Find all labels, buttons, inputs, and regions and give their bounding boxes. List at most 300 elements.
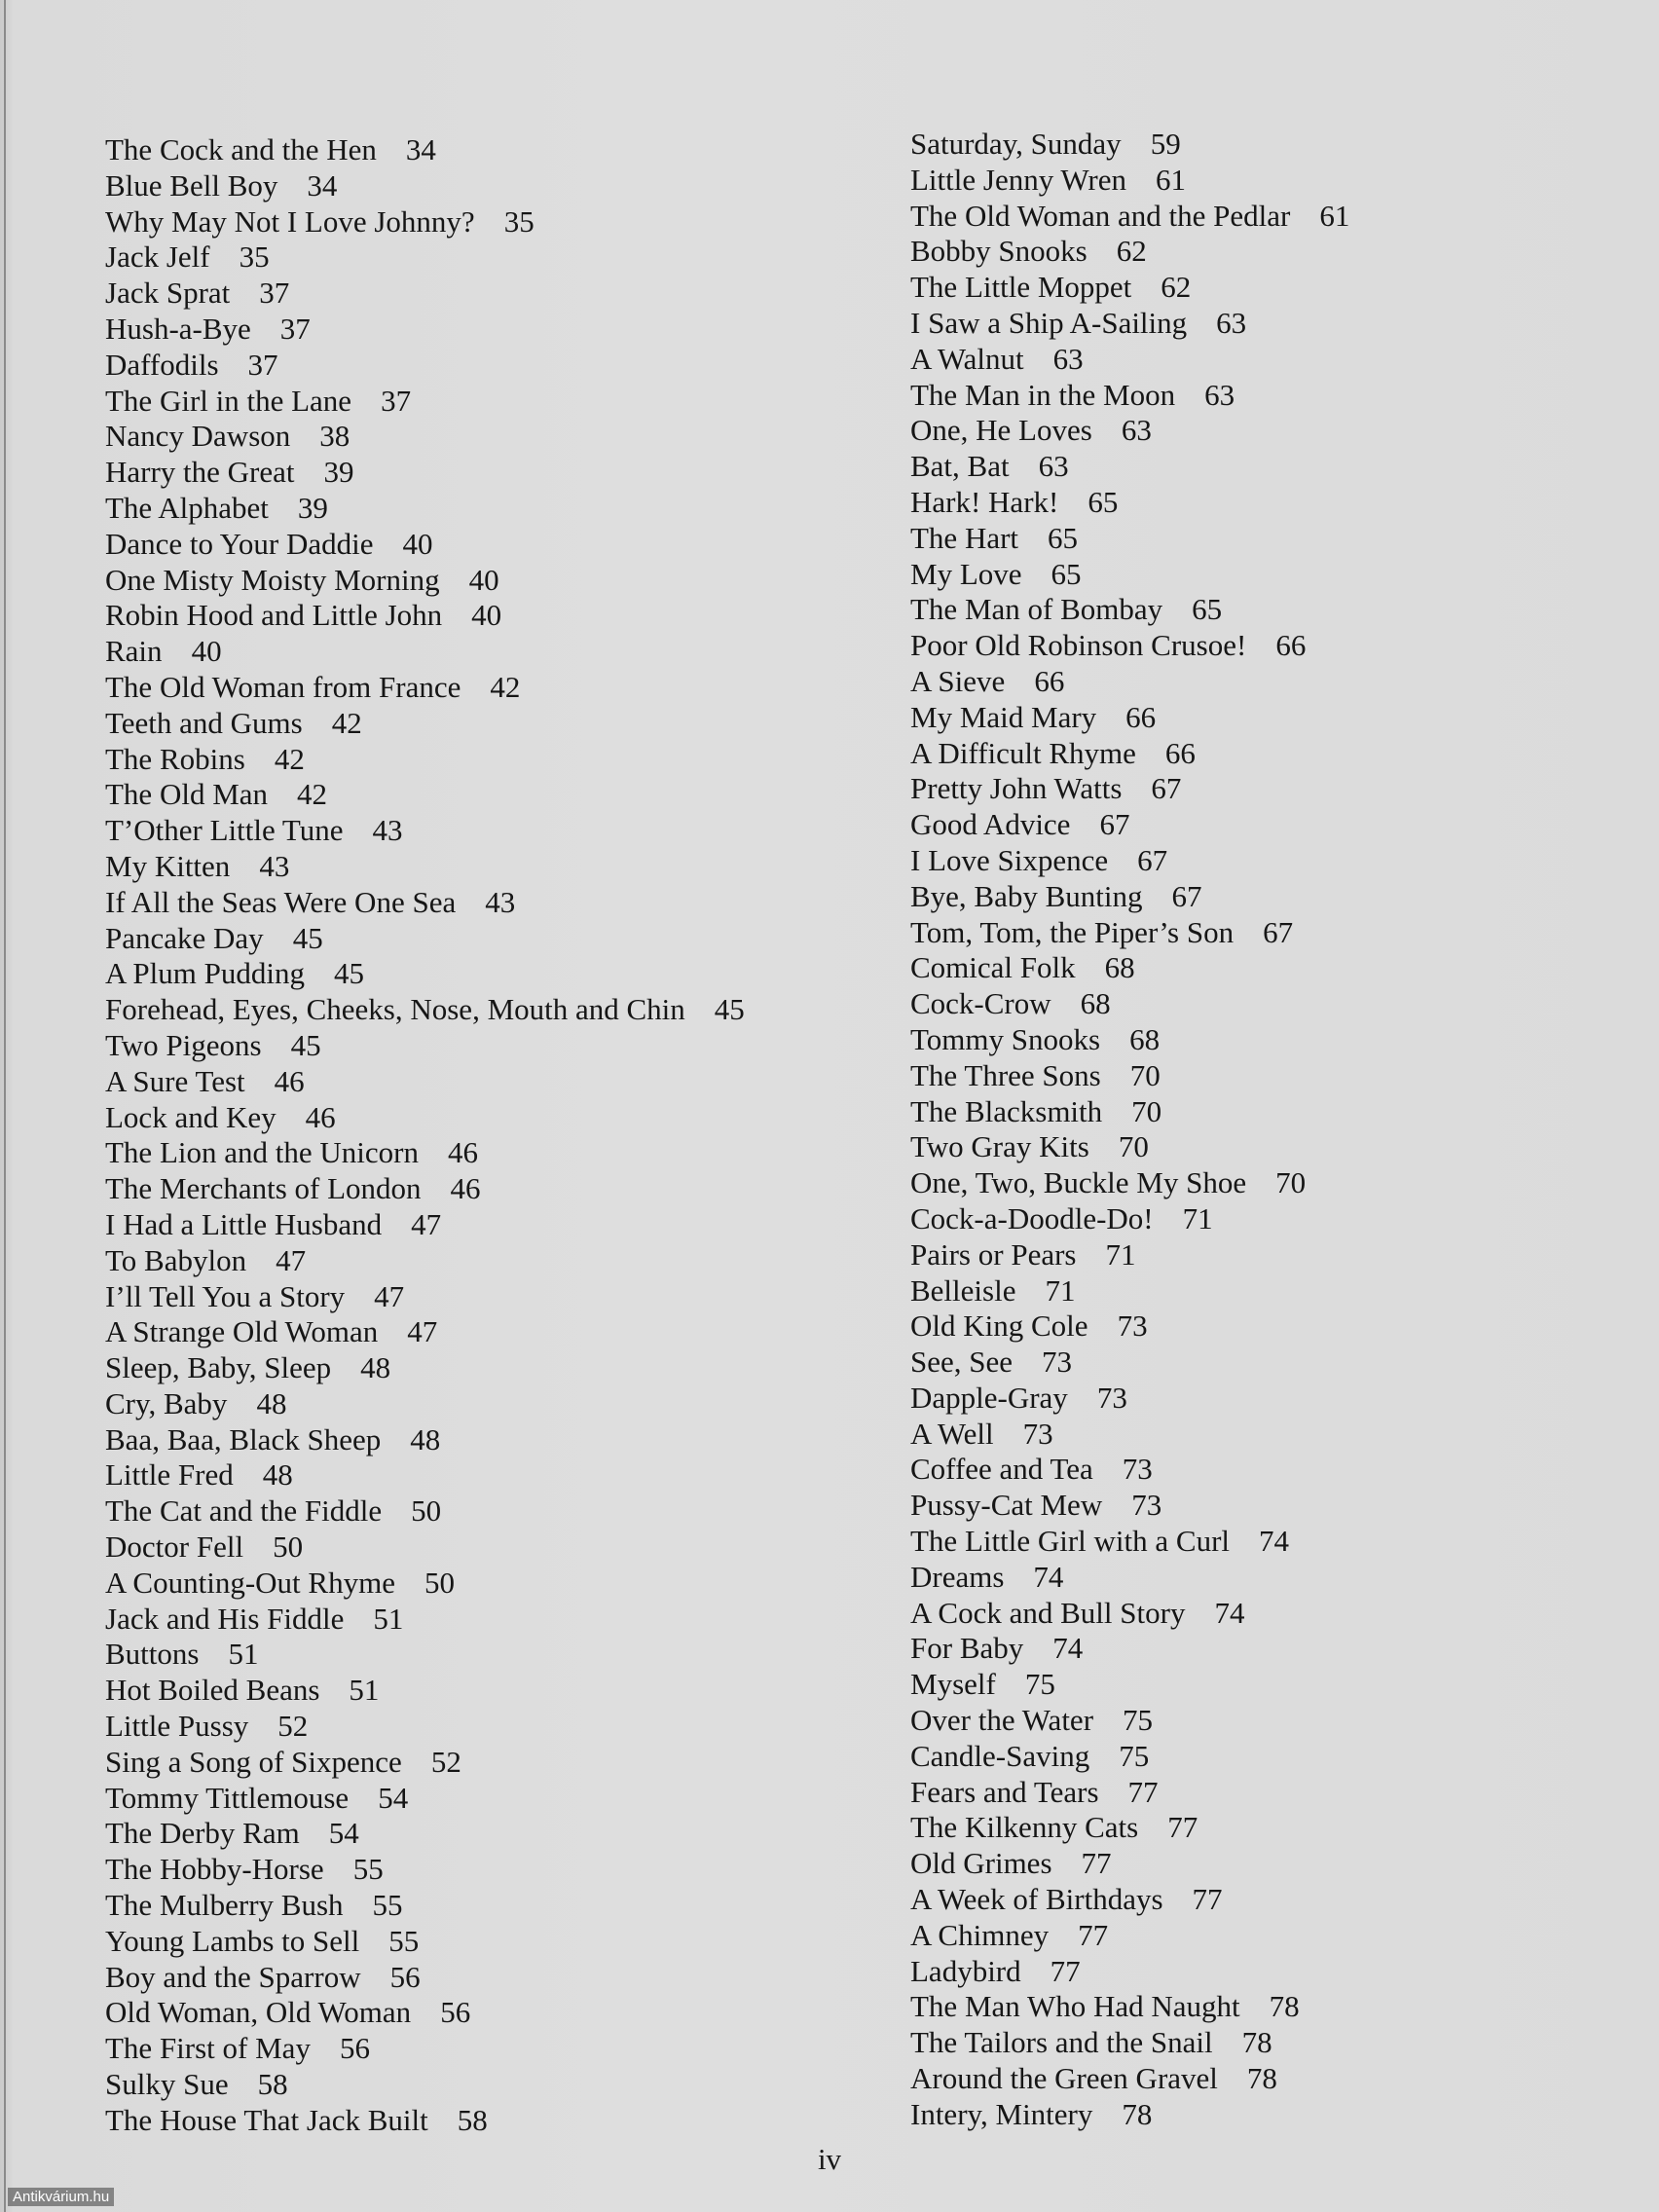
entry-title: Old King Cole (910, 1309, 1088, 1344)
entry-page-number: 77 (1050, 1953, 1081, 1988)
entry-page-number: 48 (262, 1457, 293, 1493)
entry-title: Two Gray Kits (910, 1129, 1089, 1164)
entry-title: The Cat and the Fiddle (105, 1493, 383, 1529)
contents-entry (910, 1524, 1631, 1560)
contents-entry (105, 2031, 903, 2067)
entry-title: A Well (910, 1416, 994, 1451)
contents-entry (910, 1775, 1631, 1811)
entry-title: Lock and Key (105, 1099, 276, 1134)
entry-page-number: 40 (191, 634, 222, 669)
entry-page-number: 48 (410, 1421, 441, 1456)
entry-page-number: 77 (1081, 1846, 1112, 1881)
contents-entry (910, 163, 1631, 199)
entry-title: Young Lambs to Sell (105, 1923, 360, 1958)
entry-page-number: 48 (360, 1350, 391, 1385)
contents-entry (910, 1488, 1631, 1524)
contents-entry (910, 1129, 1631, 1165)
entry-page-number: 73 (1131, 1488, 1162, 1523)
entry-page-number: 67 (1137, 842, 1168, 877)
contents-column-right (910, 127, 1631, 2133)
entry-page-number: 52 (277, 1709, 309, 1744)
entry-page-number: 47 (411, 1206, 442, 1241)
entry-page-number: 67 (1263, 914, 1294, 949)
contents-entry (910, 879, 1631, 915)
entry-title: Robin Hood and Little John (105, 598, 443, 633)
entry-page-number: 78 (1122, 2096, 1153, 2131)
contents-entry (105, 527, 903, 563)
entry-page-number: 34 (307, 167, 338, 203)
contents-entry (105, 598, 903, 634)
contents-entry (910, 521, 1631, 557)
contents-entry (105, 1422, 903, 1458)
entry-page-number: 54 (378, 1780, 409, 1815)
contents-entry (910, 1273, 1631, 1309)
entry-page-number: 63 (1038, 449, 1069, 484)
entry-page-number: 71 (1045, 1272, 1076, 1308)
contents-entry (105, 742, 903, 778)
entry-page-number: 58 (257, 2067, 288, 2102)
entry-title: Nancy Dawson (105, 419, 291, 454)
entry-page-number: 70 (1275, 1165, 1307, 1200)
contents-entry (105, 813, 903, 849)
entry-page-number: 67 (1171, 878, 1202, 913)
entry-page-number: 55 (372, 1888, 403, 1923)
entry-page-number: 43 (485, 884, 516, 919)
entry-title: Jack Sprat (105, 276, 231, 311)
entry-title: The Alphabet (105, 490, 269, 525)
entry-page-number: 45 (714, 992, 745, 1027)
contents-entry (105, 992, 903, 1028)
entry-page-number: 50 (424, 1565, 455, 1600)
contents-entry (105, 1602, 903, 1638)
entry-page-number: 51 (373, 1601, 404, 1636)
contents-entry (105, 921, 903, 957)
entry-title: I Had a Little Husband (105, 1206, 383, 1241)
contents-entry (910, 950, 1631, 986)
entry-title: The Three Sons (910, 1057, 1101, 1092)
entry-page-number: 37 (381, 383, 412, 418)
contents-entry (105, 1028, 903, 1064)
entry-title: Little Jenny Wren (910, 162, 1127, 197)
entry-page-number: 50 (273, 1530, 304, 1565)
entry-title: Pussy-Cat Mew (910, 1488, 1103, 1523)
contents-entry (105, 1386, 903, 1422)
contents-entry (105, 885, 903, 921)
entry-page-number: 75 (1123, 1703, 1154, 1738)
contents-entry (910, 736, 1631, 772)
contents-entry (105, 1995, 903, 2031)
entry-title: One, Two, Buckle My Shoe (910, 1165, 1247, 1200)
contents-entry (910, 1989, 1631, 2025)
contents-entry (910, 342, 1631, 378)
entry-title: The Blacksmith (910, 1093, 1103, 1128)
contents-entry (910, 2025, 1631, 2061)
entry-title: A Week of Birthdays (910, 1882, 1163, 1917)
entry-page-number: 66 (1034, 663, 1065, 698)
entry-title: To Babylon (105, 1242, 247, 1277)
contents-entry (105, 1781, 903, 1817)
entry-title: A Sieve (910, 663, 1006, 698)
entry-page-number: 52 (430, 1744, 461, 1779)
entry-page-number: 51 (228, 1637, 259, 1672)
entry-title: The Little Moppet (910, 270, 1132, 305)
entry-title: Myself (910, 1667, 996, 1702)
entry-page-number: 78 (1269, 1989, 1300, 2024)
contents-entry (105, 1493, 903, 1530)
entry-title: I Love Sixpence (910, 842, 1109, 877)
contents-entry (910, 592, 1631, 628)
entry-page-number: 77 (1078, 1917, 1109, 1952)
contents-entry (910, 843, 1631, 879)
entry-title: Old Woman, Old Woman (105, 1995, 412, 2030)
entry-page-number: 63 (1052, 341, 1084, 376)
entry-title: My Love (910, 556, 1022, 591)
entry-title: Sing a Song of Sixpence (105, 1744, 402, 1779)
entry-page-number: 46 (274, 1063, 305, 1098)
entry-title: Dapple-Gray (910, 1380, 1068, 1415)
contents-entry (910, 1309, 1631, 1345)
entry-page-number: 71 (1182, 1200, 1213, 1235)
entry-title: Dance to Your Daddie (105, 526, 374, 561)
contents-entry (910, 1381, 1631, 1417)
entry-title: Sulky Sue (105, 2067, 229, 2102)
contents-entry (910, 378, 1631, 414)
entry-title: Old Grimes (910, 1846, 1052, 1881)
contents-entry (910, 1417, 1631, 1453)
contents-entry (105, 1637, 903, 1673)
entry-page-number: 67 (1151, 771, 1182, 806)
entry-title: The Old Man (105, 777, 269, 812)
contents-entry (105, 1314, 903, 1350)
entry-title: Comical Folk (910, 950, 1076, 985)
contents-entry (910, 1237, 1631, 1273)
contents-entry (105, 240, 903, 276)
entry-page-number: 73 (1022, 1416, 1053, 1451)
contents-entry (910, 1094, 1631, 1130)
entry-page-number: 63 (1121, 413, 1152, 448)
entry-title: The Derby Ram (105, 1816, 300, 1851)
contents-entry (105, 132, 903, 168)
contents-entry (910, 234, 1631, 270)
entry-title: My Kitten (105, 848, 231, 883)
entry-title: For Baby (910, 1631, 1024, 1666)
watermark: Antikvárium.hu (8, 2188, 114, 2206)
entry-title: One Misty Moisty Morning (105, 562, 440, 597)
entry-title: Candle-Saving (910, 1738, 1090, 1773)
entry-title: Pairs or Pears (910, 1236, 1077, 1272)
entry-page-number: 39 (297, 490, 328, 525)
contents-entry (105, 849, 903, 885)
entry-page-number: 65 (1088, 484, 1119, 519)
entry-title: Buttons (105, 1637, 200, 1672)
contents-entry (105, 777, 903, 813)
entry-title: Over the Water (910, 1703, 1094, 1738)
contents-entry (105, 419, 903, 455)
contents-entry (105, 1816, 903, 1852)
entry-page-number: 42 (274, 741, 305, 776)
entry-page-number: 74 (1052, 1631, 1084, 1666)
contents-entry (105, 706, 903, 742)
entry-title: A Counting-Out Rhyme (105, 1565, 395, 1600)
entry-page-number: 42 (331, 705, 362, 740)
entry-page-number: 77 (1167, 1810, 1198, 1845)
entry-title: Pancake Day (105, 920, 264, 955)
contents-entry (910, 199, 1631, 235)
entry-page-number: 40 (468, 562, 499, 597)
contents-entry (910, 449, 1631, 485)
entry-title: If All the Seas Were One Sea (105, 884, 457, 919)
entry-title: Saturday, Sunday (910, 127, 1122, 161)
entry-title: Teeth and Gums (105, 705, 303, 740)
contents-entry (910, 1058, 1631, 1094)
contents-entry (910, 1954, 1631, 1990)
entry-title: See, See (910, 1345, 1014, 1380)
entry-title: Bobby Snooks (910, 234, 1088, 269)
entry-page-number: 62 (1116, 234, 1147, 269)
entry-title: Harry the Great (105, 455, 295, 490)
entry-page-number: 74 (1214, 1595, 1245, 1630)
contents-column-left (105, 132, 903, 2139)
entry-page-number: 73 (1042, 1345, 1073, 1380)
entry-title: Tom, Tom, the Piper’s Son (910, 914, 1235, 949)
entry-title: The Hobby-Horse (105, 1852, 324, 1887)
entry-page-number: 75 (1119, 1738, 1150, 1773)
page-number: iv (817, 2142, 842, 2176)
entry-page-number: 45 (292, 920, 323, 955)
entry-title: Doctor Fell (105, 1530, 244, 1565)
contents-entry (910, 664, 1631, 700)
entry-title: A Strange Old Woman (105, 1314, 379, 1349)
entry-title: The Mulberry Bush (105, 1888, 344, 1923)
entry-page-number: 77 (1127, 1774, 1159, 1809)
contents-entry (105, 348, 903, 384)
entry-page-number: 45 (290, 1027, 321, 1062)
entry-page-number: 34 (405, 132, 436, 166)
contents-entry (105, 276, 903, 312)
entry-title: The Cock and the Hen (105, 132, 377, 166)
contents-entry (910, 1201, 1631, 1237)
contents-entry (910, 1810, 1631, 1846)
entry-title: Fears and Tears (910, 1774, 1099, 1809)
contents-entry (910, 1596, 1631, 1632)
entry-title: The Robins (105, 741, 245, 776)
contents-entry (105, 1888, 903, 1924)
contents-entry (910, 628, 1631, 664)
contents-entry (910, 1560, 1631, 1596)
entry-title: The House That Jack Built (105, 2102, 428, 2137)
contents-entry (910, 2061, 1631, 2097)
entry-title: Rain (105, 634, 163, 669)
entry-title: The Man of Bombay (910, 592, 1163, 627)
entry-page-number: 65 (1048, 520, 1079, 555)
entry-title: Blue Bell Boy (105, 167, 278, 203)
entry-page-number: 56 (440, 1995, 471, 2030)
entry-page-number: 55 (352, 1852, 384, 1887)
entry-page-number: 35 (239, 240, 270, 275)
contents-entry (910, 557, 1631, 593)
entry-page-number: 71 (1105, 1236, 1136, 1272)
entry-title: Poor Old Robinson Crusoe! (910, 628, 1247, 663)
entry-title: The Kilkenny Cats (910, 1810, 1139, 1845)
entry-page-number: 62 (1161, 270, 1192, 305)
entry-title: Jack and His Fiddle (105, 1601, 345, 1636)
entry-title: I Saw a Ship A-Sailing (910, 305, 1188, 340)
entry-page-number: 63 (1216, 305, 1247, 340)
entry-page-number: 73 (1122, 1452, 1153, 1487)
contents-entry (910, 127, 1631, 163)
entry-page-number: 59 (1150, 127, 1181, 161)
entry-title: Boy and the Sparrow (105, 1959, 361, 1994)
contents-entry (910, 1345, 1631, 1381)
entry-page-number: 66 (1164, 735, 1196, 770)
entry-title: One, He Loves (910, 413, 1092, 448)
entry-title: Cock-a-Doodle-Do! (910, 1200, 1154, 1235)
contents-entry (105, 2067, 903, 2103)
contents-entry (105, 1852, 903, 1888)
entry-page-number: 54 (328, 1816, 359, 1851)
contents-entry (105, 1100, 903, 1136)
entry-title: My Maid Mary (910, 699, 1097, 734)
entry-page-number: 73 (1096, 1380, 1127, 1415)
contents-entry (105, 204, 903, 240)
contents-entry (910, 915, 1631, 951)
entry-page-number: 37 (247, 347, 278, 382)
contents-entry (910, 771, 1631, 807)
contents-entry (105, 1243, 903, 1279)
entry-page-number: 74 (1259, 1524, 1290, 1559)
contents-entry (105, 1924, 903, 1960)
entry-page-number: 43 (259, 848, 290, 883)
entry-page-number: 61 (1156, 162, 1187, 197)
page-edge (4, 0, 6, 2212)
entry-page-number: 56 (339, 2031, 370, 2066)
contents-entry (105, 634, 903, 670)
entry-title: The First of May (105, 2031, 311, 2066)
entry-title: Hot Boiled Beans (105, 1673, 320, 1708)
entry-page-number: 46 (450, 1171, 481, 1206)
contents-entry (105, 455, 903, 491)
contents-entry (105, 670, 903, 706)
entry-title: A Sure Test (105, 1063, 245, 1098)
entry-page-number: 70 (1118, 1129, 1149, 1164)
entry-title: Sleep, Baby, Sleep (105, 1350, 332, 1385)
contents-entry (105, 2103, 903, 2139)
contents-entry (105, 1530, 903, 1566)
entry-page-number: 65 (1192, 592, 1223, 627)
contents-entry (105, 1135, 903, 1171)
entry-title: Bye, Baby Bunting (910, 878, 1143, 913)
entry-page-number: 46 (447, 1135, 478, 1170)
entry-title: Belleisle (910, 1272, 1016, 1308)
contents-entry (910, 1165, 1631, 1201)
contents-entry (105, 1960, 903, 1996)
contents-entry (105, 1207, 903, 1243)
entry-page-number: 35 (503, 203, 535, 239)
entry-page-number: 67 (1099, 807, 1130, 842)
contents-entry (105, 956, 903, 992)
contents-entry (105, 1673, 903, 1709)
contents-entry (105, 1457, 903, 1493)
entry-page-number: 42 (490, 669, 521, 704)
entry-page-number: 48 (256, 1385, 287, 1420)
entry-title: Hark! Hark! (910, 484, 1059, 519)
contents-entry (910, 1667, 1631, 1703)
contents-entry (910, 1846, 1631, 1882)
entry-title: Around the Green Gravel (910, 2061, 1218, 2096)
entry-title: T’Other Little Tune (105, 813, 344, 848)
entry-page-number: 78 (1246, 2061, 1277, 2096)
entry-page-number: 38 (319, 419, 350, 454)
entry-title: The Girl in the Lane (105, 383, 352, 418)
contents-entry (105, 312, 903, 348)
entry-page-number: 42 (297, 777, 328, 812)
contents-entry (910, 1918, 1631, 1954)
entry-page-number: 73 (1117, 1309, 1148, 1344)
entry-page-number: 37 (259, 276, 290, 311)
contents-entry (105, 1709, 903, 1745)
contents-entry (910, 700, 1631, 736)
entry-title: The Little Girl with a Curl (910, 1524, 1231, 1559)
entry-title: Bat, Bat (910, 449, 1010, 484)
entry-title: A Cock and Bull Story (910, 1595, 1186, 1630)
contents-entry (910, 2097, 1631, 2133)
entry-page-number: 74 (1033, 1559, 1064, 1594)
entry-page-number: 46 (305, 1099, 336, 1134)
entry-page-number: 75 (1024, 1667, 1055, 1702)
contents-entry (105, 1566, 903, 1602)
entry-title: Coffee and Tea (910, 1452, 1093, 1487)
entry-title: Why May Not I Love Johnny? (105, 203, 475, 239)
entry-title: A Walnut (910, 341, 1024, 376)
contents-entry (105, 384, 903, 420)
entry-page-number: 70 (1131, 1093, 1162, 1128)
contents-entry (910, 1631, 1631, 1667)
contents-entry (910, 1882, 1631, 1918)
contents-entry (910, 986, 1631, 1022)
entry-title: Forehead, Eyes, Cheeks, Nose, Mouth and Chin (105, 992, 685, 1027)
entry-page-number: 47 (407, 1314, 438, 1349)
contents-entry (910, 306, 1631, 342)
contents-entry (105, 491, 903, 527)
entry-title: Cry, Baby (105, 1385, 228, 1420)
entry-page-number: 77 (1192, 1882, 1223, 1917)
entry-title: Jack Jelf (105, 240, 210, 275)
contents-entry (105, 563, 903, 599)
entry-page-number: 68 (1080, 986, 1111, 1021)
entry-page-number: 56 (389, 1959, 421, 1994)
entry-page-number: 61 (1319, 198, 1350, 233)
entry-title: A Chimney (910, 1917, 1050, 1952)
entry-page-number: 43 (372, 813, 403, 848)
contents-entry (105, 1064, 903, 1100)
entry-page-number: 40 (402, 526, 433, 561)
contents-entry (910, 1022, 1631, 1058)
entry-page-number: 50 (411, 1493, 442, 1529)
entry-title: Tommy Snooks (910, 1021, 1101, 1056)
contents-entry (910, 485, 1631, 521)
entry-page-number: 37 (279, 311, 311, 346)
entry-page-number: 68 (1104, 950, 1135, 985)
contents-entry (105, 1279, 903, 1315)
entry-page-number: 63 (1204, 377, 1235, 412)
entry-title: The Man Who Had Naught (910, 1989, 1240, 2024)
entry-title: Intery, Mintery (910, 2096, 1093, 2131)
entry-title: A Difficult Rhyme (910, 735, 1136, 770)
entry-title: Daffodils (105, 347, 219, 382)
entry-page-number: 78 (1241, 2025, 1272, 2060)
entry-title: Good Advice (910, 807, 1071, 842)
contents-entry (910, 413, 1631, 449)
